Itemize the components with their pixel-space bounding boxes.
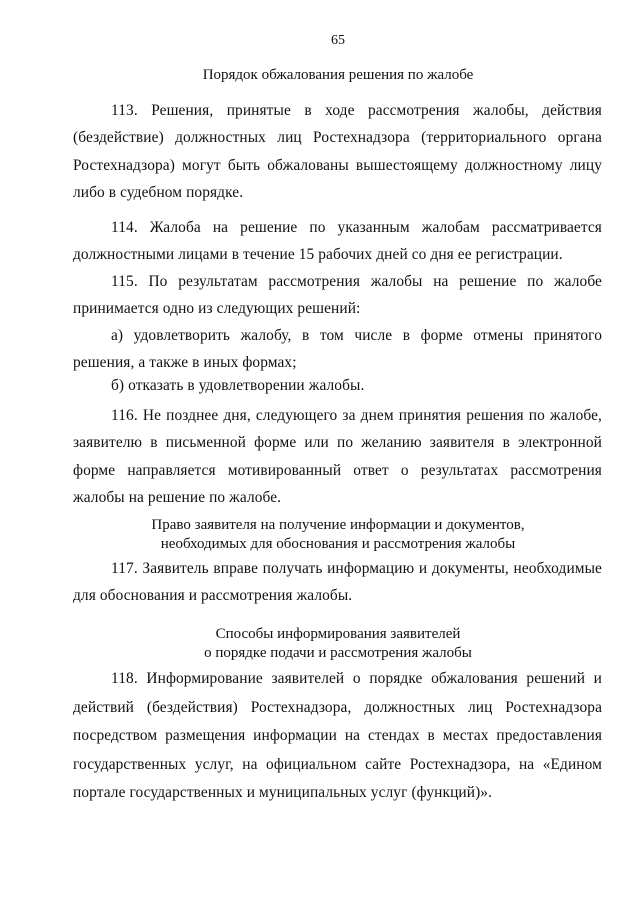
page-number: 65 bbox=[331, 33, 345, 48]
paragraph-115: 115. По результатам рассмотрения жалобы на решение по жалобе принимается одно из следующих решений: bbox=[73, 273, 602, 318]
heading-line: необходимых для обоснования и рассмотрения жалобы bbox=[160, 536, 516, 552]
paragraph-115-a: а) удовлетворить жалобу, в том числе в форме отмены принятого решения, а также в иных формах; bbox=[73, 327, 602, 372]
paragraph-115-b: б) отказать в удовлетворении жалобы. bbox=[111, 377, 365, 394]
heading-line: Порядок обжалования решения по жалобе bbox=[202, 67, 474, 83]
heading-line: Способы информирования заявителей bbox=[215, 626, 461, 642]
heading-line: Право заявителя на получение информации и документов, bbox=[151, 517, 525, 533]
heading-line: о порядке подачи и рассмотрения жалобы bbox=[204, 645, 472, 661]
section-heading-informing-methods bbox=[0, 625, 640, 663]
section-heading-appeal-procedure bbox=[0, 66, 640, 85]
section-heading-right-to-information bbox=[0, 516, 640, 554]
paragraph-113: 113. Решения, принятые в ходе рассмотрения жалобы, действия (бездействие) должностных лиц Ростехнадзора (территориального органа Ростехнадзора) могут быть обжалованы вышестоящему должностному лицу либо в судебном порядке. bbox=[73, 102, 602, 201]
paragraph-116: 116. Не позднее дня, следующего за днем принятия решения по жалобе, заявителю в письменной форме или по желанию заявителя в электронной форме направляется мотивированный ответ о результатах рассмотрения жалобы на решение по жалобе. bbox=[73, 407, 602, 506]
paragraph-114: 114. Жалоба на решение по указанным жалобам рассматривается должностными лицами в течение 15 рабочих дней со дня ее регистрации. bbox=[73, 219, 602, 264]
paragraph-118: 118. Информирование заявителей о порядке обжалования решений и действий (бездействия) Ростехнадзора, должностных лиц Ростехнадзора посредством размещения информации на стендах в местах предоставления государственных услуг, на официальном сайте Ростехнадзора, на «Едином портале государственных и муниципальных услуг (функций)». bbox=[73, 670, 602, 802]
paragraph-117: 117. Заявитель вправе получать информацию и документы, необходимые для обоснования и рассмотрения жалобы. bbox=[73, 560, 602, 605]
